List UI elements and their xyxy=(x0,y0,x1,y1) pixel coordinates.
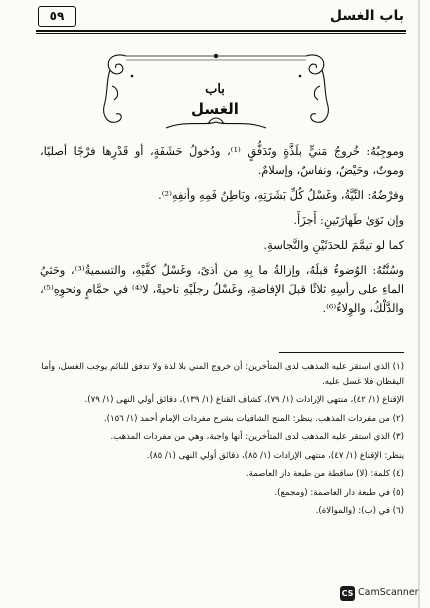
footnotes xyxy=(40,360,404,523)
paragraph-obligatory-parts: وفرْضُهُ: النِّيَّةُ، وغَسْلُ كُلِّ بَشَرَتِهِ، وبَاطِنُ فَمِهِ وأنفِهِ⁽²⁾. xyxy=(158,189,404,202)
page-number: ٥٩ xyxy=(38,6,76,27)
running-header-title: باب الغسل xyxy=(329,8,404,24)
paragraph-sunnah: وسُنَّتُهُ: الوُضوءُ قبلَهُ، وإزالةُ ما بِهِ من أذىً، وغَسْلُ كفَّيْهِ، والتسميةُ⁽³⁾، وحَثيُ الماءِ على رأسِهِ ثلاثًا قبلَ الإفاضةِ، وغَسْلُ رجلَيْهِ ناحيةً، لا⁽⁴⁾ في حمَّامٍ ونحوِهِ⁽⁵⁾، والدَّلْكُ، والوِلاءُ⁽⁶⁾. xyxy=(40,264,405,315)
header-rule xyxy=(36,30,406,32)
footnote-reference: ينظر: الإقناع (١/ ٤٧)، منتهى الإرادات (١/ ٨٥)، دقائق أولي النهى (١/ ٨٥). xyxy=(146,450,404,461)
footnote-separator xyxy=(279,352,404,353)
camscanner-logo-icon: CS xyxy=(340,586,355,601)
footnote: (٢) من مفردات المذهب. ينظر: المنح الشافيات بشرح مفردات الإمام أحمد (١/ ١٥٦). xyxy=(103,413,404,424)
footnote: (٥) في طبعة دار العاصمة: (ومجمع). xyxy=(274,487,404,498)
footnote: (٤) كلمة: (لا) ساقطة من طبعة دار العاصمة. xyxy=(245,469,404,479)
header-rule-thin xyxy=(36,33,406,34)
footnote: (٣) الذي استقر عليه المذهب لدى المتأخرين: أنها واجبة، وهي من مفردات المذهب. xyxy=(110,432,404,442)
chapter-heading: الغسل xyxy=(191,100,239,118)
camscanner-watermark: CamScanner xyxy=(358,587,419,598)
main-text xyxy=(40,142,404,324)
chapter-heading-prefix: باب xyxy=(205,82,225,97)
footnote-reference: الإقناع (١/ ٤٢)، منتهى الإرادات (١/ ٧٩)، كشاف القناع (١/ ١٣٩)، دقائق أولي النهى (١/ ٧٩). xyxy=(84,395,404,405)
footnote: (١) الذي استقر عليه المذهب لدى المتأخرين: أن خروج المني بلا لذة ولا تدفق للنائم يوجب الغسل، وأما اليقظان فلا غسل عليه. xyxy=(41,362,404,387)
footnote: (٦) في (ب): (والموالاة). xyxy=(315,506,404,516)
paragraph-tayammum: كما لو تيمَّمَ للحدَثَيْنِ والنَّجاسةِ. xyxy=(263,239,404,252)
paragraph-two-purifications: وإن نَوَىٰ طَهارَتَينِ: أَجزَأَ. xyxy=(293,214,404,227)
paragraph-obligations: وموجِبُهُ: خُروجُ مَنيٍّ بلَذَّةٍ وتَدَفُّقٍ ⁽¹⁾، ودُخولُ حَشَفَةٍ، أو قَدْرِها فرْجًا أصليًا، وموتٌ، وحَيْضٌ، ونفاسٌ، وإسلامٌ. xyxy=(40,145,404,177)
